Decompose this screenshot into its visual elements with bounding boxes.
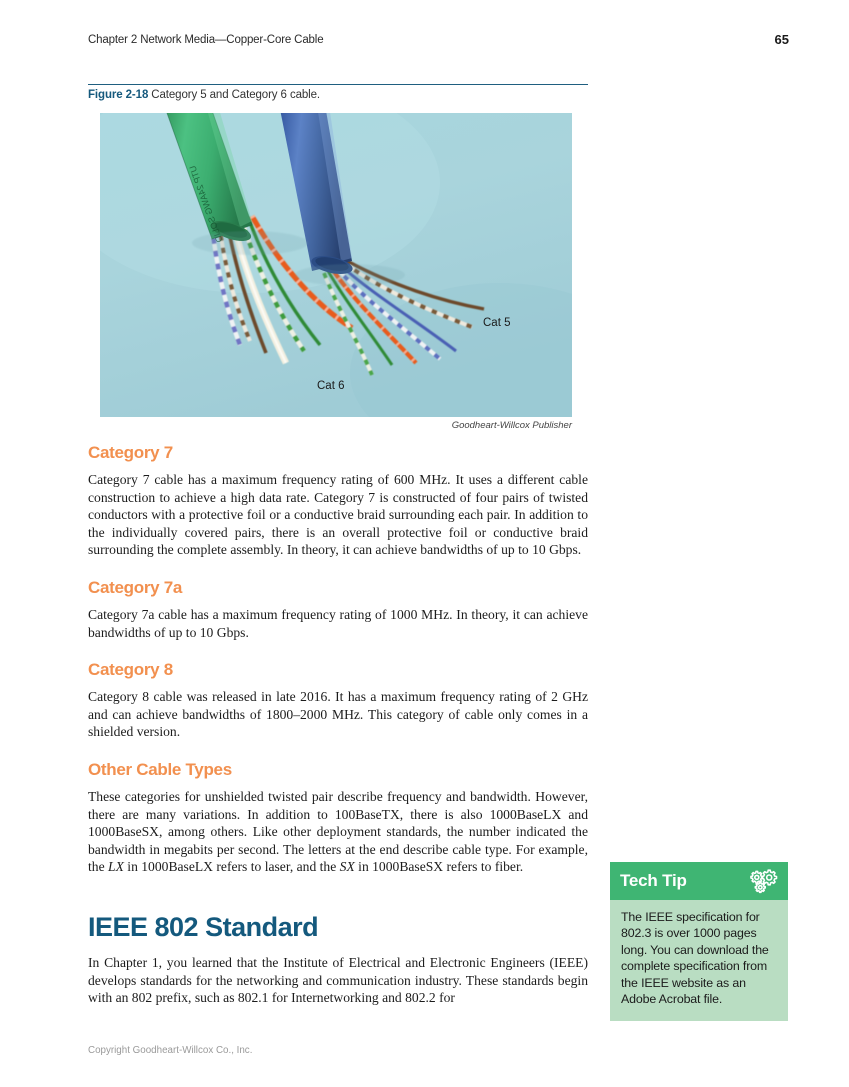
- tech-tip-text: The IEEE specification for 802.3 is over 1000 pages long. You can download the complete specification from the IEEE website as an Adobe Acrobat file.: [621, 910, 769, 1007]
- paragraph-ieee-802-standard: In Chapter 1, you learned that the Institute of Electrical and Electronic Engineers (IEEE) develops standards for the networking and communication industry. These standards begin with an 802 prefix, such as 802.1 for Internetworking and 802.2 for: [88, 954, 588, 1006]
- heading-other-cable-types: Other Cable Types: [88, 759, 232, 779]
- heading-ieee-802-standard: IEEE 802 Standard: [88, 911, 319, 942]
- heading-category-7a: Category 7a: [88, 577, 183, 597]
- paragraph-category-7: Category 7 cable has a maximum frequency rating of 600 MHz. It uses a different cable construction to achieve a high data rate. Category 7 is constructed of four pairs of twisted conductors with a protective foil or a conductive braid surrounding each pair. In addition to the individually covered pairs, there is an overall protective foil or conductive braid surrounding the complete assembly. In theory, it can achieve bandwidths of up to 10 Gbps.: [88, 472, 588, 558]
- other-text-part-2: in 1000BaseLX refers to laser, and the: [123, 859, 340, 875]
- copyright-footer: Copyright Goodheart-Willcox Co., Inc.: [88, 1045, 253, 1056]
- page-number: 65: [774, 32, 789, 47]
- tech-tip-body: [610, 900, 788, 1021]
- spacer: [88, 895, 588, 912]
- photo-label-cat6: Cat 6: [317, 380, 345, 392]
- section-category-8: [88, 660, 588, 741]
- photo-label-cat5: Cat 5: [483, 317, 511, 329]
- tech-tip-box: [610, 862, 788, 1021]
- emphasis-sx: SX: [339, 859, 355, 875]
- figure-caption-text: Category 5 and Category 6 cable.: [151, 89, 321, 101]
- other-text-part-1: These categories for unshielded twisted pair describe frequency and bandwidth. However, there are many variations. In addition to 100BaseTX, there is also 1000BaseLX and 1000BaseSX, among others. Like other deployment standards, the number indicated the bandwidth in megabits per second. The letters at the end describe cable type. For example, the: [88, 788, 588, 875]
- gears-icon: [744, 866, 780, 901]
- cable-photograph: [100, 113, 572, 417]
- body-column: [88, 443, 588, 1007]
- section-category-7: [88, 443, 588, 559]
- tech-tip-title: Tech Tip: [620, 871, 687, 890]
- svg-text:UTP 24AWG SOLID: UTP 24AWG SOLID: [187, 164, 225, 244]
- section-category-7a: [88, 578, 588, 641]
- figure-rule: [88, 84, 588, 85]
- heading-category-7: Category 7: [88, 443, 173, 462]
- section-ieee-802-standard: [88, 912, 588, 1007]
- heading-category-8: Category 8: [88, 660, 173, 680]
- running-head: Chapter 2 Network Media—Copper-Core Cable: [88, 34, 324, 46]
- figure-photo: [100, 113, 572, 417]
- paragraph-other-cable-types: [88, 788, 588, 876]
- figure-caption: [88, 89, 608, 101]
- emphasis-lx: LX: [108, 859, 124, 875]
- paragraph-category-8: Category 8 cable was released in late 2016. It has a maximum frequency rating of 2 GHz and can achieve bandwidths of 1800–2000 MHz. This category of cable only comes in a shielded version.: [88, 689, 588, 740]
- other-text-part-3: in 1000BaseSX refers to fiber.: [354, 859, 524, 875]
- figure-number: Figure 2-18: [88, 89, 149, 101]
- tech-tip-header: [610, 862, 788, 900]
- paragraph-category-7a: Category 7a cable has a maximum frequency rating of 1000 MHz. In theory, it can achieve bandwidths of up to 10 Gbps.: [88, 606, 588, 640]
- section-other-cable-types: [88, 760, 588, 876]
- figure-credit: Goodheart-Willcox Publisher: [451, 420, 572, 431]
